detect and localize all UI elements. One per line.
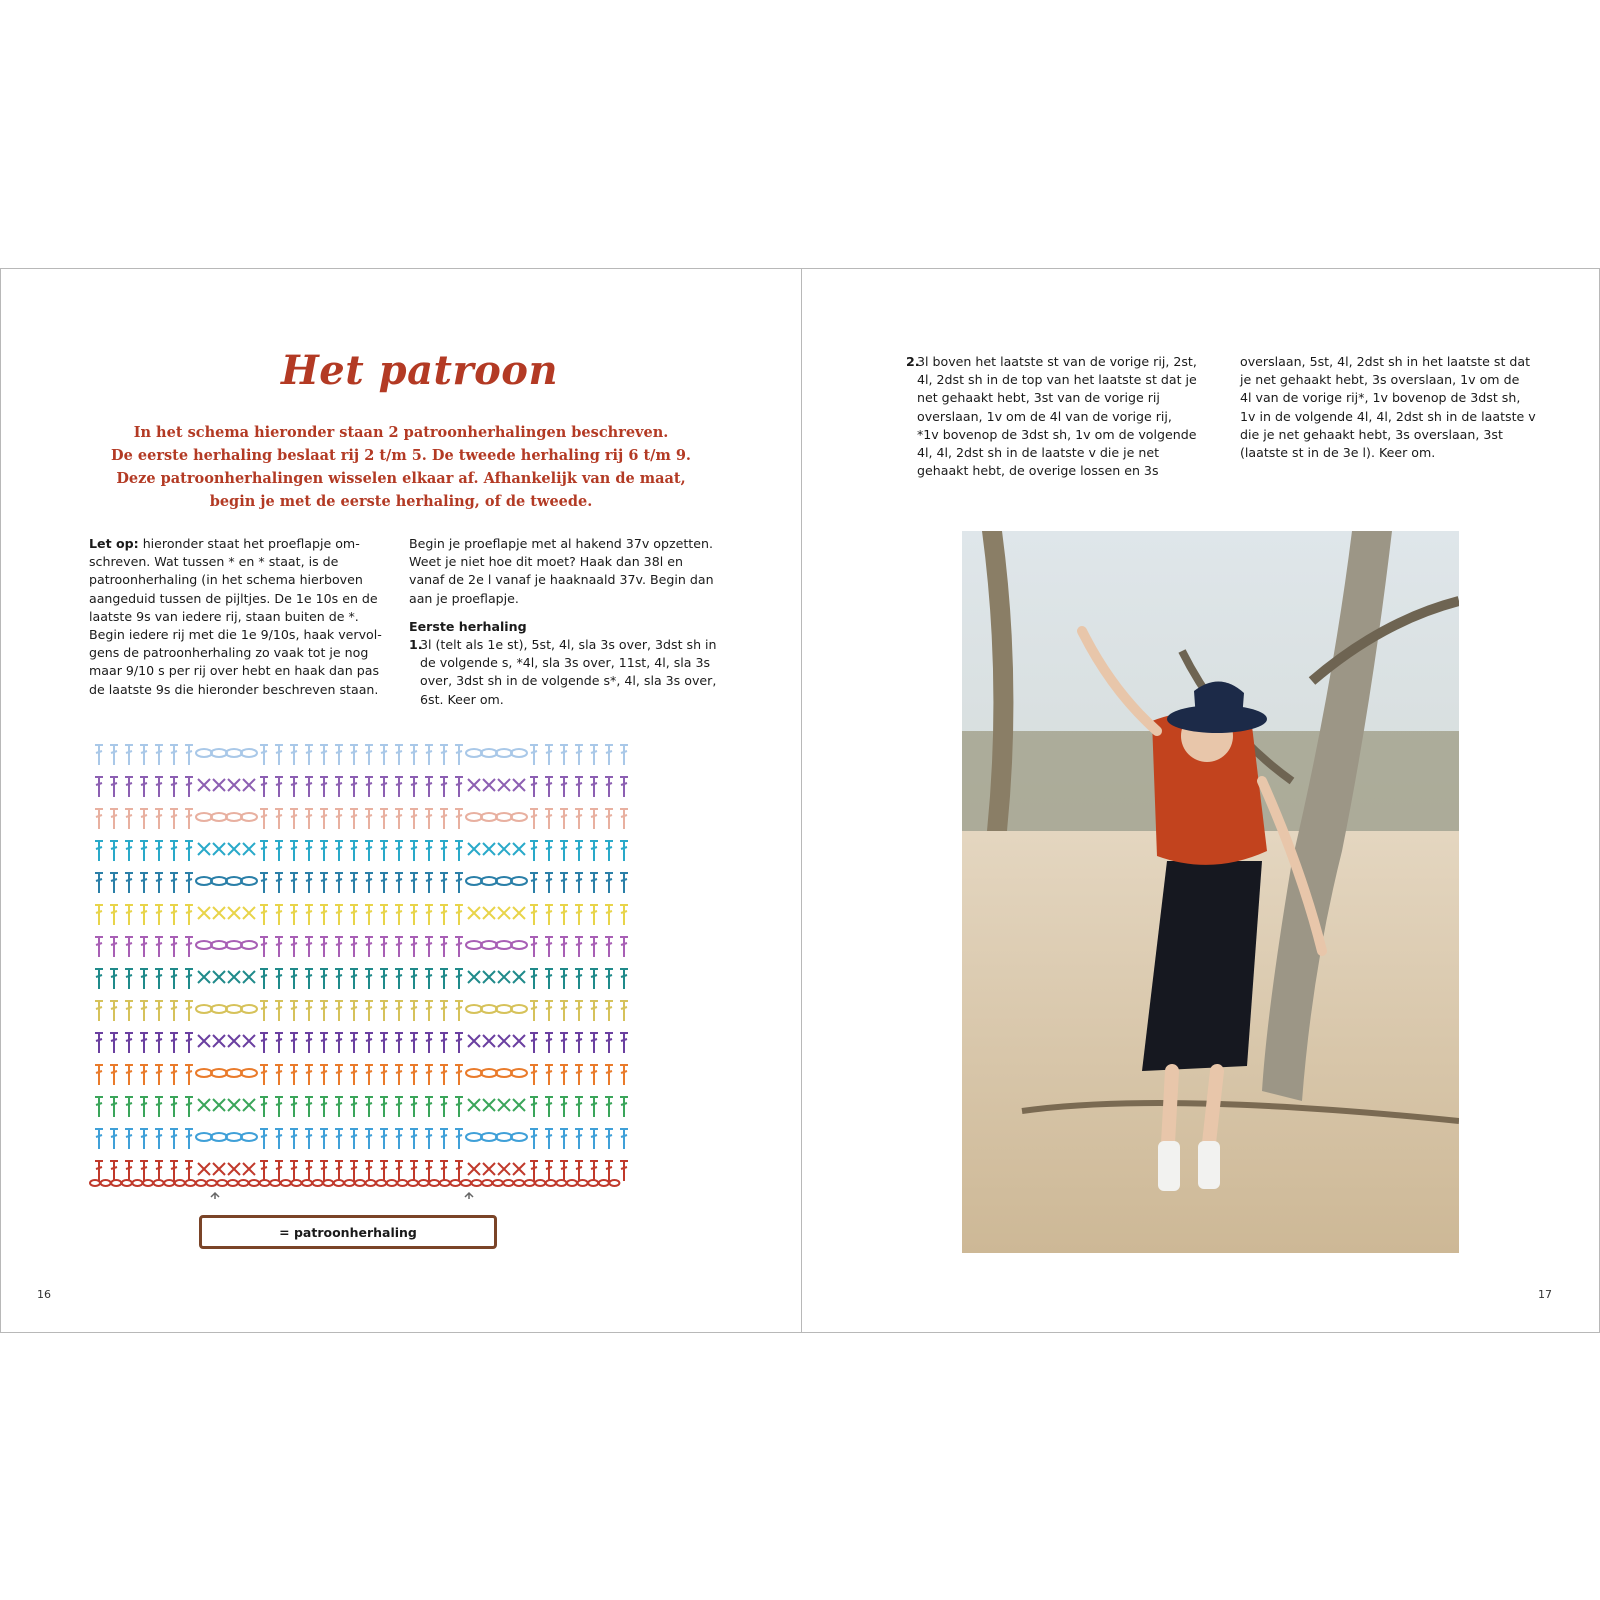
chain-stitch [588, 1180, 598, 1186]
page-title: Het patroon [281, 347, 559, 394]
chain-stitch [546, 1180, 556, 1186]
row1-line: 1.3l (telt als 1e st), 5st, 4l, sla 3s over, 3dst sh in [409, 636, 709, 654]
right-page [801, 269, 1600, 1332]
chart-row [95, 873, 628, 893]
chain-stitch [111, 1180, 121, 1186]
chain-stitch [556, 1180, 566, 1186]
chain-stitch [185, 1180, 195, 1186]
chain-stitch [408, 1180, 418, 1186]
chart-row [95, 841, 628, 861]
legend-label: = patroonherhaling [279, 1224, 417, 1240]
row2-line: je net gehaakt hebt, 3s overslaan, 1v om de [1240, 372, 1520, 388]
intro-line: De eerste herhaling beslaat rij 2 t/m 5. De tweede herhaling rij 6 t/m 9. [111, 447, 691, 464]
chain-stitch [472, 1180, 482, 1186]
intro-line: In het schema hieronder staan 2 patroonherhalingen beschreven. [133, 424, 669, 441]
repeat-arrow [211, 1193, 219, 1199]
row2-line: 1v in de volgende 4l, 4l, 2dst sh in de laatste v [1240, 408, 1536, 424]
intro-text [101, 421, 701, 513]
chain-stitch [419, 1180, 429, 1186]
row1-number: 1. [409, 637, 423, 653]
chain-stitch [450, 1180, 460, 1186]
chain-stitch [323, 1180, 333, 1186]
chain-stitch [122, 1180, 132, 1186]
chart-row [95, 969, 628, 989]
chain-stitch [344, 1180, 354, 1186]
chain-stitch [101, 1180, 111, 1186]
chain-stitch [525, 1180, 535, 1186]
row2-line: (laatste st in de 3e l). Keer om. [1240, 445, 1436, 461]
chain-stitch [514, 1180, 524, 1186]
chain-stitch [313, 1180, 323, 1186]
chain-stitch [132, 1180, 142, 1186]
chain-stitch [567, 1180, 577, 1186]
note-label: Let op: [89, 536, 139, 551]
chain-stitch [207, 1180, 217, 1186]
row2-line: 4l van de vorige rij*, 1v bovenop de 3dst sh, [1240, 390, 1521, 406]
row2-line: *1v bovenop de 3dst sh, 1v om de volgende [917, 426, 1197, 442]
note-line: aangeduid tussen de pijltjes. De 1e 10s en de [89, 590, 378, 606]
chart-row [95, 937, 628, 957]
row2-line: gehaakt hebt, de overige lossen en 3s [917, 463, 1159, 479]
intro-line: Deze patroonherhalingen wisselen elkaar af. Afhankelijk van de maat, [116, 470, 686, 487]
chain-stitch [217, 1180, 227, 1186]
page-number-left: 16 [37, 1288, 51, 1301]
chain-stitch [397, 1180, 407, 1186]
row1-line: over, 3dst sh in de volgende s*, 4l, sla 3s over, [420, 673, 717, 689]
chart-row [95, 1065, 628, 1085]
chain-stitch [196, 1180, 206, 1186]
row2-column-2 [1240, 353, 1540, 462]
row2-number: 2. [906, 354, 920, 369]
row1-line: de volgende s, *4l, sla 3s over, 11st, 4l, sla 3s [420, 655, 711, 671]
note-line: schreven. Wat tussen * en * staat, is de [89, 554, 339, 570]
first-repeat-heading: Eerste herhaling [409, 618, 527, 634]
chart-row [95, 1097, 628, 1117]
crochet-chart [89, 729, 649, 1199]
chain-stitch [599, 1180, 609, 1186]
chart-row [95, 1001, 628, 1021]
row2-line: die je net gehaakt hebt, 3s overslaan, 3st [1240, 426, 1503, 442]
intro-line: begin je met de eerste herhaling, of de tweede. [209, 493, 593, 510]
chain-stitch [461, 1180, 471, 1186]
note-line: Begin iedere rij met die 1e 9/10s, haak vervol- [89, 627, 382, 643]
chain-stitch [164, 1180, 174, 1186]
chain-stitch [90, 1180, 100, 1186]
chain-stitch [238, 1180, 248, 1186]
chart-row [95, 905, 628, 925]
pattern-repeat-legend [199, 1215, 497, 1249]
chain-stitch [249, 1180, 259, 1186]
note-line: laatste 9s van iedere rij, staan buiten de *. [89, 608, 359, 624]
chain-stitch [482, 1180, 492, 1186]
chain-stitch [366, 1180, 376, 1186]
chain-stitch [281, 1180, 291, 1186]
chain-stitch [440, 1180, 450, 1186]
chain-stitch [270, 1180, 280, 1186]
chain-stitch [493, 1180, 503, 1186]
chain-stitch [334, 1180, 344, 1186]
chain-stitch [302, 1180, 312, 1186]
chain-stitch [154, 1180, 164, 1186]
chart-row [95, 1129, 628, 1149]
chart-row [95, 777, 628, 797]
note-column [89, 535, 381, 699]
row2-line: 2.3l boven het laatste st van de vorige rij, 2st, [906, 353, 1206, 371]
chain-stitch [355, 1180, 365, 1186]
row2-line: overslaan, 1v om de 4l van de vorige rij, [917, 408, 1172, 424]
start-line: Weet je niet hoe dit moet? Haak dan 38l en [409, 554, 683, 570]
book-spread [0, 268, 1600, 1333]
chart-row [95, 1033, 628, 1053]
chart-row [95, 745, 628, 765]
row2-line: net gehaakt hebt, 3st van de vorige rij [917, 390, 1160, 406]
repeat-arrow [465, 1193, 473, 1199]
note-line: de laatste 9s die hieronder beschreven staan. [89, 681, 379, 697]
chart-row [95, 1161, 628, 1181]
row2-line: 4l, 2dst sh in de top van het laatste st dat je [917, 372, 1197, 388]
chain-stitch [228, 1180, 238, 1186]
chain-stitch [376, 1180, 386, 1186]
chain-stitch [503, 1180, 513, 1186]
model-photo [962, 531, 1459, 1253]
note-line: patroonherhaling (in het schema hierboven [89, 572, 363, 588]
left-page [1, 269, 801, 1332]
chain-stitch [175, 1180, 185, 1186]
row1-line: 6st. Keer om. [420, 691, 504, 707]
row2-line: 4l, 4l, 2dst sh in de laatste v die je net [917, 445, 1160, 461]
chain-stitch [143, 1180, 153, 1186]
start-line: aan je proeflapje. [409, 590, 519, 606]
chain-stitch [429, 1180, 439, 1186]
instructions-column [409, 535, 717, 709]
start-line: Begin je proeflapje met al hakend 37v opzetten. [409, 536, 713, 551]
chain-stitch [609, 1180, 619, 1186]
chain-stitch [535, 1180, 545, 1186]
note-line: gens de patroonherhaling zo vaak tot je nog [89, 645, 369, 661]
chain-stitch [387, 1180, 397, 1186]
chain-stitch [260, 1180, 270, 1186]
start-line: vanaf de 2e l vanaf je haaknaald 37v. Begin dan [409, 572, 714, 588]
chain-stitch [291, 1180, 301, 1186]
note-line: maar 9/10 s per rij over hebt en haak dan pas [89, 663, 380, 679]
chart-row [95, 809, 628, 829]
row2-line: overslaan, 5st, 4l, 2dst sh in het laatste st dat [1240, 354, 1531, 369]
row2-column-1 [906, 353, 1206, 480]
note-text: hieronder staat het proeflapje om- [138, 536, 360, 551]
chain-stitch [578, 1180, 588, 1186]
page-number-right: 17 [1538, 1288, 1552, 1301]
note-first-line [89, 535, 381, 553]
